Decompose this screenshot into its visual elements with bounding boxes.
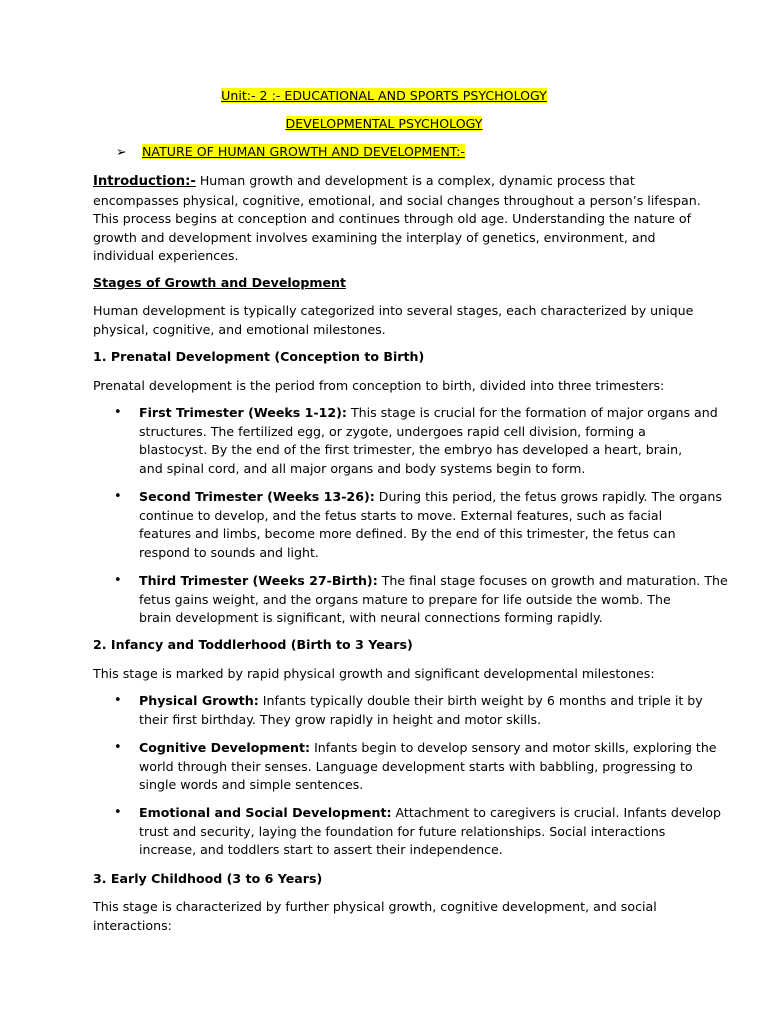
bullet-icon: •	[114, 740, 122, 755]
arrow-bullet-icon: ➢	[116, 144, 127, 159]
bullet-icon: •	[114, 693, 122, 708]
section-title-text: DEVELOPMENTAL PSYCHOLOGY	[285, 116, 483, 131]
subsection-title	[116, 143, 465, 161]
prenatal-intro: Prenatal development is the period from conception to birth, divided into three trimesters:	[93, 378, 665, 393]
list-item-label: First Trimester (Weeks 1-12):	[139, 405, 347, 420]
list-item-text: their first birthday. They grow rapidly in height and motor skills.	[139, 711, 542, 727]
prenatal-heading: 1. Prenatal Development (Conception to Birth)	[93, 349, 425, 364]
intro-line: This process begins at conception and continues through old age. Understanding the nature of	[93, 211, 692, 227]
stages-heading-text: Stages of Growth and Development	[93, 275, 346, 290]
list-item-text: world through their senses. Language development starts with babbling, progressing to	[139, 758, 693, 774]
intro-line: encompasses physical, cognitive, emotional, and social changes throughout a person’s lifespan.	[93, 192, 701, 208]
list-item-label: Cognitive Development:	[139, 740, 311, 755]
stages-line: Human development is typically categorized into several stages, each characterized by unique	[93, 303, 694, 318]
list-item	[139, 404, 718, 478]
section-title	[0, 115, 768, 133]
list-item-text: respond to sounds and light.	[139, 544, 319, 560]
early-childhood-line: This stage is characterized by further physical growth, cognitive development, and social	[93, 899, 657, 914]
unit-title	[0, 87, 768, 105]
list-item-text: During this period, the fetus grows rapidly. The organs	[374, 489, 722, 504]
subsection-title-text: NATURE OF HUMAN GROWTH AND DEVELOPMENT:-	[142, 144, 465, 159]
list-item-label: Third Trimester (Weeks 27-Birth):	[139, 573, 378, 588]
bullet-icon: •	[114, 489, 122, 504]
list-item	[139, 488, 722, 562]
list-item	[139, 739, 717, 795]
infancy-heading: 2. Infancy and Toddlerhood (Birth to 3 Years)	[93, 637, 413, 652]
list-item-text: increase, and toddlers start to assert their independence.	[139, 842, 503, 858]
stages-paragraph	[93, 302, 693, 339]
list-item-text: single words and simple sentences.	[139, 777, 364, 793]
bullet-icon: •	[114, 573, 122, 588]
list-item	[139, 804, 721, 860]
intro-line: Human growth and development is a complex, dynamic process that	[195, 173, 635, 188]
intro-line: individual experiences.	[93, 248, 239, 264]
stages-heading	[93, 274, 346, 292]
bullet-icon: •	[114, 405, 122, 420]
list-item-text: and spinal cord, and all major organs and body systems begin to form.	[139, 460, 586, 476]
list-item-label: Emotional and Social Development:	[139, 805, 392, 820]
early-childhood-paragraph	[93, 898, 693, 935]
infancy-intro: This stage is marked by rapid physical growth and significant developmental milestones:	[93, 666, 655, 681]
list-item-text: This stage is crucial for the formation of major organs and	[346, 405, 718, 420]
unit-title-text: Unit:- 2 :- EDUCATIONAL AND SPORTS PSYCHOLOGY	[221, 88, 547, 103]
list-item-text: features and limbs, become more defined. By the end of this trimester, the fetus can	[139, 526, 676, 542]
list-item	[139, 572, 728, 628]
list-item-label: Second Trimester (Weeks 13-26):	[139, 489, 375, 504]
list-item-label: Physical Growth:	[139, 693, 259, 708]
list-item-text: structures. The fertilized egg, or zygote, undergoes rapid cell division, forming a	[139, 423, 646, 439]
stages-line: physical, cognitive, and emotional milestones.	[93, 321, 386, 337]
list-item	[139, 692, 703, 729]
list-item-text: Infants begin to develop sensory and motor skills, exploring the	[310, 740, 717, 755]
early-childhood-line: interactions:	[93, 917, 172, 933]
intro-paragraph	[93, 172, 701, 266]
list-item-text: The final stage focuses on growth and maturation. The	[377, 573, 728, 588]
list-item-text: trust and security, laying the foundation for future relationships. Social interactions	[139, 823, 666, 839]
list-item-text: continue to develop, and the fetus starts to move. External features, such as facial	[139, 507, 663, 523]
intro-line: growth and development involves examining the interplay of genetics, environment, and	[93, 229, 656, 245]
early-childhood-heading: 3. Early Childhood (3 to 6 Years)	[93, 871, 323, 886]
list-item-text: fetus gains weight, and the organs mature to prepare for life outside the womb. The	[139, 591, 671, 607]
bullet-icon: •	[114, 805, 122, 820]
list-item-text: blastocyst. By the end of the first trimester, the embryo has developed a heart, brain,	[139, 442, 683, 458]
list-item-text: brain development is significant, with neural connections forming rapidly.	[139, 610, 603, 626]
intro-label: Introduction:-	[93, 174, 196, 189]
list-item-text: Attachment to caregivers is crucial. Infants develop	[391, 805, 721, 820]
list-item-text: Infants typically double their birth weight by 6 months and triple it by	[258, 693, 703, 708]
